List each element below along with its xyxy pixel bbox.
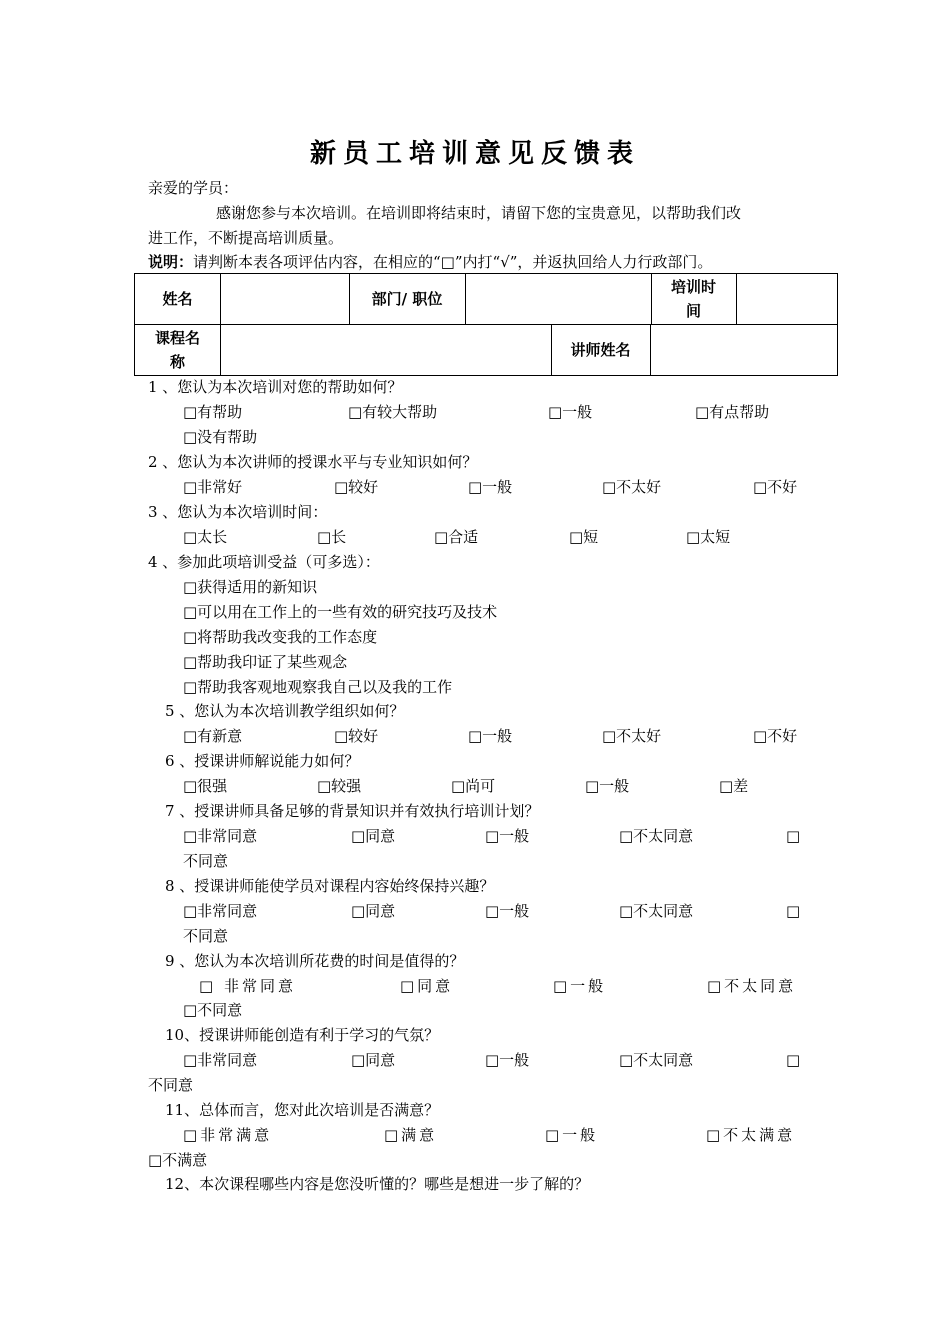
course-field[interactable] — [221, 325, 551, 375]
q7-option-1[interactable]: □非常同意 — [183, 827, 258, 845]
q9-option-1[interactable]: □ 非常同意 — [199, 977, 296, 995]
q4-option-5[interactable]: □帮助我客观地观察我自己以及我的工作 — [183, 678, 453, 696]
dept-label: 部门/ 职位 — [349, 274, 465, 324]
q4-option-2[interactable]: □可以用在工作上的一些有效的研究技巧及技术 — [183, 603, 498, 621]
q7-option-5-box[interactable]: □ — [786, 827, 801, 845]
q6-option-5[interactable]: □差 — [719, 777, 749, 795]
q1-option-1[interactable]: □有帮助 — [183, 403, 243, 421]
q1-option-5[interactable]: □没有帮助 — [183, 428, 258, 446]
dept-field[interactable] — [465, 274, 651, 324]
name-label: 姓名 — [135, 274, 221, 325]
q5-option-2[interactable]: □较好 — [334, 727, 379, 745]
q10-option-5-box[interactable]: □ — [786, 1051, 801, 1069]
q10-option-5-label: 不同意 — [148, 1076, 194, 1094]
note-label: 说明： — [148, 253, 194, 271]
q6-option-4[interactable]: □一般 — [585, 777, 630, 795]
q6-option-2[interactable]: □较强 — [317, 777, 362, 795]
note — [148, 252, 712, 272]
q8-option-1[interactable]: □非常同意 — [183, 902, 258, 920]
q3-option-1[interactable]: □太长 — [183, 528, 228, 546]
q10-option-1[interactable]: □非常同意 — [183, 1051, 258, 1069]
question-2: 2 、您认为本次讲师的授课水平与专业知识如何？ — [148, 453, 478, 471]
note-text: 请判断本表各项评估内容，在相应的“□”内打“√”，并返执回给人力行政部门。 — [193, 253, 713, 271]
q4-option-4[interactable]: □帮助我印证了某些观念 — [183, 653, 348, 671]
question-9: 9 、您认为本次培训所花费的时间是值得的？ — [165, 952, 465, 970]
q11-option-4[interactable]: □不太满意 — [706, 1126, 796, 1144]
q2-option-4[interactable]: □不太好 — [602, 478, 662, 496]
q2-option-2[interactable]: □较好 — [334, 478, 379, 496]
q11-option-3[interactable]: □一般 — [545, 1126, 599, 1144]
q9-option-5[interactable]: □不同意 — [183, 1001, 243, 1019]
q1-option-3[interactable]: □一般 — [548, 403, 593, 421]
question-12: 12、本次课程哪些内容是您没听懂的？哪些是想进一步了解的？ — [165, 1175, 590, 1193]
q3-option-2[interactable]: □长 — [317, 528, 347, 546]
question-4: 4 、参加此项培训受益（可多选）： — [148, 553, 380, 571]
q11-option-5[interactable]: □不满意 — [148, 1151, 208, 1169]
q5-option-3[interactable]: □一般 — [468, 727, 513, 745]
question-3: 3 、您认为本次培训时间： — [148, 503, 328, 521]
q5-option-1[interactable]: □有新意 — [183, 727, 243, 745]
q2-option-5[interactable]: □不好 — [753, 478, 798, 496]
q7-option-3[interactable]: □一般 — [485, 827, 530, 845]
q10-option-2[interactable]: □同意 — [351, 1051, 396, 1069]
q1-option-2[interactable]: □有较大帮助 — [348, 403, 438, 421]
time-field[interactable] — [736, 274, 838, 324]
q6-option-3[interactable]: □尚可 — [451, 777, 496, 795]
greeting: 亲爱的学员： — [148, 179, 239, 197]
info-table — [134, 273, 838, 376]
q9-option-3[interactable]: □一般 — [553, 977, 607, 995]
question-8: 8 、授课讲师能使学员对课程内容始终保持兴趣？ — [165, 877, 495, 895]
q7-option-2[interactable]: □同意 — [351, 827, 396, 845]
question-5: 5 、您认为本次培训教学组织如何？ — [165, 702, 405, 720]
question-11: 11、总体而言，您对此次培训是否满意？ — [165, 1101, 440, 1119]
q9-option-2[interactable]: □同意 — [400, 977, 454, 995]
q8-option-5-label: 不同意 — [183, 927, 229, 945]
q11-option-1[interactable]: □非常满意 — [183, 1126, 273, 1144]
lecturer-label: 讲师姓名 — [551, 325, 650, 375]
q8-option-3[interactable]: □一般 — [485, 902, 530, 920]
q6-option-1[interactable]: □很强 — [183, 777, 228, 795]
q3-option-5[interactable]: □太短 — [686, 528, 731, 546]
q2-option-3[interactable]: □一般 — [468, 478, 513, 496]
q5-option-5[interactable]: □不好 — [753, 727, 798, 745]
q7-option-5-label: 不同意 — [183, 852, 229, 870]
course-label: 课程名 称 — [135, 325, 221, 376]
question-6: 6 、授课讲师解说能力如何？ — [165, 752, 360, 770]
question-1: 1 、您认为本次培训对您的帮助如何？ — [148, 378, 403, 396]
q8-option-4[interactable]: □不太同意 — [619, 902, 694, 920]
question-7: 7 、授课讲师具备足够的背景知识并有效执行培训计划？ — [165, 802, 540, 820]
q9-option-4[interactable]: □不太同意 — [707, 977, 797, 995]
q5-option-4[interactable]: □不太好 — [602, 727, 662, 745]
q2-option-1[interactable]: □非常好 — [183, 478, 243, 496]
question-10: 10、授课讲师能创造有利于学习的气氛？ — [165, 1026, 440, 1044]
q4-option-1[interactable]: □获得适用的新知识 — [183, 578, 318, 596]
q10-option-3[interactable]: □一般 — [485, 1051, 530, 1069]
q8-option-5-box[interactable]: □ — [786, 902, 801, 920]
intro-line-1: 感谢您参与本次培训。在培训即将结束时，请留下您的宝贵意见，以帮助我们改 — [216, 204, 742, 222]
q10-option-4[interactable]: □不太同意 — [619, 1051, 694, 1069]
page-title: 新员工培训意见反馈表 — [309, 139, 640, 169]
q3-option-4[interactable]: □短 — [569, 528, 599, 546]
q7-option-4[interactable]: □不太同意 — [619, 827, 694, 845]
q1-option-4[interactable]: □有点帮助 — [695, 403, 770, 421]
q4-option-3[interactable]: □将帮助我改变我的工作态度 — [183, 628, 378, 646]
q11-option-2[interactable]: □满意 — [384, 1126, 438, 1144]
intro-line-2: 进工作，不断提高培训质量。 — [148, 229, 344, 247]
name-field[interactable] — [221, 274, 349, 324]
q3-option-3[interactable]: □合适 — [434, 528, 479, 546]
time-label: 培训时 间 — [651, 274, 736, 324]
q8-option-2[interactable]: □同意 — [351, 902, 396, 920]
lecturer-field[interactable] — [650, 325, 838, 375]
